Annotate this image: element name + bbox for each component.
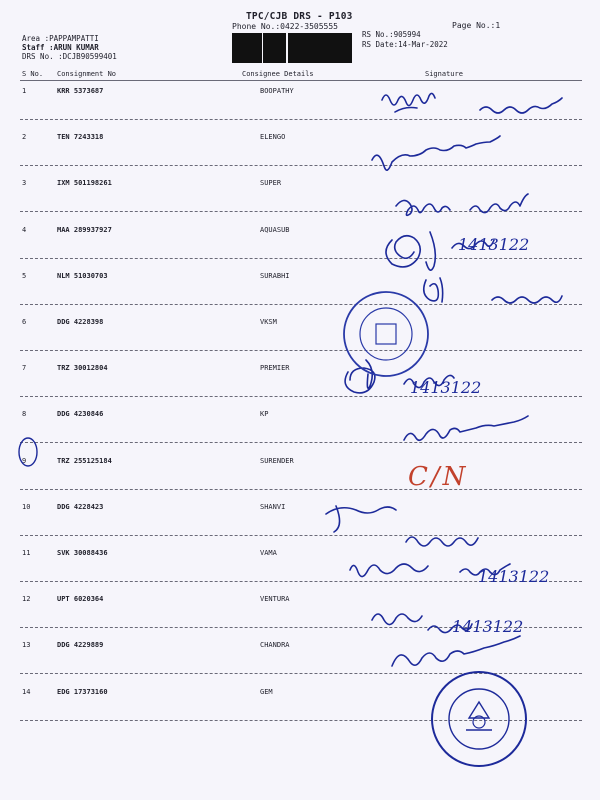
signature-11 — [350, 564, 510, 577]
phone-number: Phone No.:0422-3505555 — [232, 22, 338, 31]
consignee-name: PREMIER — [260, 364, 290, 373]
consignee-name: AQUASUB — [260, 225, 290, 234]
cn-mark: C/N — [408, 462, 469, 492]
consignment-number: TRZ 255125184 — [57, 456, 112, 465]
row-divider — [20, 119, 582, 120]
staff-field: Staff :ARUN KUMAR — [22, 43, 99, 52]
consignment-number: MAA 289937927 — [57, 225, 112, 234]
signature-5 — [424, 278, 562, 303]
signature-1 — [382, 93, 435, 112]
consignment-number: SVK 30088436 — [57, 549, 108, 557]
rs-date: RS Date:14-Mar-2022 — [362, 40, 448, 49]
gem-institute-seal-icon — [428, 668, 530, 770]
row-sno: 13 — [22, 641, 31, 650]
row-divider — [20, 535, 582, 536]
column-header-signature: Signature — [425, 70, 463, 78]
consignee-name: VKSM — [260, 318, 277, 326]
consignment-number: NLM 51030703 — [57, 271, 108, 280]
consignee-name: BOOPATHY — [260, 87, 294, 95]
consignee-name: SUPER — [260, 179, 282, 188]
row-sno: 3 — [22, 179, 27, 188]
consignee-name: VENTURA — [260, 595, 290, 604]
row-sno: 11 — [22, 549, 31, 557]
header-rule — [20, 80, 582, 81]
row-sno: 10 — [22, 502, 31, 511]
consignment-number: IXM 501198261 — [57, 179, 112, 188]
row-sno: 12 — [22, 595, 31, 604]
column-header-consignment: Consignment No — [57, 70, 117, 78]
row-divider — [20, 350, 582, 351]
row-divider — [20, 165, 582, 166]
row-divider — [20, 211, 582, 212]
row-sno: 9 — [22, 456, 27, 465]
row-divider — [20, 258, 582, 259]
date-note-4: 1413122 — [458, 235, 530, 254]
row-sno: 8 — [22, 410, 27, 419]
consignment-number: DDG 4228423 — [57, 502, 104, 511]
consignee-name: SURENDER — [260, 456, 294, 465]
consignee-name: CHANDRA — [260, 641, 290, 650]
row-sno: 5 — [22, 271, 27, 280]
column-header-consignee: Consignee Details — [242, 70, 314, 78]
signature-12 — [372, 614, 472, 633]
date-note-11: 1413122 — [478, 567, 550, 586]
row-sno: 2 — [22, 133, 27, 142]
row-divider — [20, 304, 582, 305]
rs-number: RS No.:905994 — [362, 30, 421, 39]
page-title: TPC/CJB DRS - P103 — [246, 11, 353, 22]
consignee-name: SHANVI — [260, 502, 286, 511]
consignee-name: SURABHI — [260, 271, 290, 280]
row-divider — [20, 442, 582, 443]
page-number: Page No.:1 — [452, 21, 501, 30]
row-divider — [20, 489, 582, 490]
vksm-stamp-icon — [340, 288, 432, 380]
consignment-number: UPT 6020364 — [57, 595, 104, 604]
signature-8 — [404, 416, 528, 440]
consignment-number: TRZ 30012804 — [57, 364, 108, 373]
area-field: Area :PAPPAMPATTI — [22, 34, 99, 43]
row-sno: 4 — [22, 225, 27, 234]
consignment-number: TEN 7243318 — [57, 133, 104, 142]
signature-13 — [392, 636, 520, 666]
consignment-number: DDG 4230846 — [57, 410, 104, 419]
date-note-12: 1413122 — [452, 617, 524, 636]
consignment-number: DDG 4229889 — [57, 641, 104, 650]
row-divider — [20, 627, 582, 628]
consignment-number: KRR 5373687 — [57, 87, 104, 95]
consignee-name: VAMA — [260, 549, 277, 557]
date-note-7: 1413122 — [410, 378, 482, 397]
signature-4 — [386, 232, 494, 270]
consignee-name: ELENGO — [260, 133, 286, 142]
barcode-icon — [230, 33, 352, 63]
consignee-name: KP — [260, 410, 269, 419]
consignment-number: EDG 17373160 — [57, 687, 108, 696]
row-sno: 1 — [22, 87, 27, 95]
row-sno: 7 — [22, 364, 27, 373]
column-header-sno: S No. — [22, 70, 44, 78]
row-divider — [20, 581, 582, 582]
signature-1-number — [480, 98, 562, 113]
row-sno: 14 — [22, 687, 31, 696]
drs-number: DRS No. :DCJB90599401 — [22, 52, 117, 61]
consignee-name: GEM — [260, 687, 273, 696]
row-sno: 6 — [22, 318, 27, 326]
consignment-number: DDG 4228398 — [57, 318, 104, 326]
row-divider — [20, 396, 582, 397]
signature-10 — [326, 506, 478, 546]
